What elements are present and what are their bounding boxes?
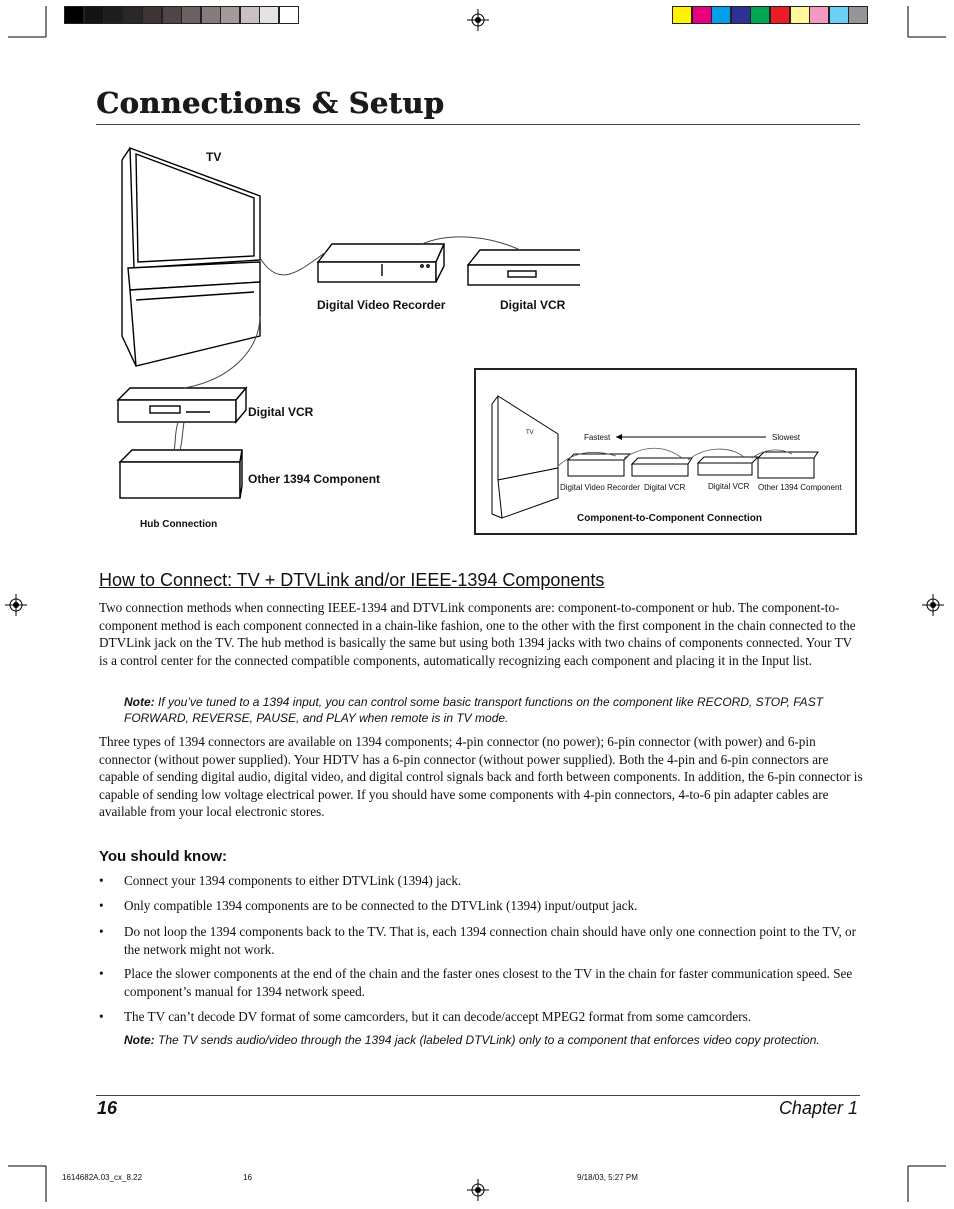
gray-swatch — [84, 6, 104, 24]
bullet-dot: • — [99, 1009, 104, 1024]
gray-swatch — [201, 6, 221, 24]
gray-swatch — [259, 6, 279, 24]
color-swatch — [711, 6, 731, 24]
list-item-text: Do not loop the 1394 components back to the TV. That is, each 1394 connection chain should have only one connection point to the TV, or the network might not work. — [124, 924, 857, 957]
color-swatch — [692, 6, 712, 24]
inset-item-label: Digital Video Recorder — [560, 483, 640, 492]
inset-item-label: Digital VCR — [644, 483, 686, 492]
bullet-dot: • — [99, 924, 104, 939]
color-swatch — [770, 6, 790, 24]
connector-types-paragraph: Three types of 1394 connectors are available on 1394 components; 4-pin connector (no power); 6-pin connector (with power) and 6-pin connector (without power supplied). Your HDTV has a 6-pin connector (without power supplied). Both the 4-pin and 6-pin connectors are capable of sending digital audio, digital video, and digital control signals back and forth between components. In addition, the 6-pin connector is capable of sending low voltage electrical power. If you should have some components with 4-pin connectors, 4-to-6 pin adapter cables are available from your local electronic stores. — [99, 734, 863, 820]
page-title: Connections & Setup — [96, 86, 445, 120]
list-item-text: The TV can’t decode DV format of some camcorders, but it can decode/accept MPEG2 format from some camcorders. — [124, 1009, 752, 1024]
list-item-text: Place the slower components at the end of the chain and the faster ones closest to the TV in the chain for faster communication speed. See component’s manual for 1394 network speed. — [124, 966, 853, 999]
inset-tv-label: TV — [526, 430, 534, 436]
footer-rule — [96, 1095, 860, 1096]
color-swatch — [809, 6, 829, 24]
list-item-text: Connect your 1394 components to either DTVLink (1394) jack. — [124, 873, 462, 888]
gray-swatch — [123, 6, 143, 24]
color-swatch — [848, 6, 868, 24]
gray-swatch — [181, 6, 201, 24]
component-chain-caption: Component-to-Component Connection — [577, 513, 762, 524]
gray-swatch — [142, 6, 162, 24]
registration-target-icon — [467, 9, 489, 31]
color-swatch — [790, 6, 810, 24]
note-text: The TV sends audio/video through the 1394 jack (labeled DTVLink) only to a component that enforces video copy protection. — [154, 1033, 820, 1047]
bullet-dot: • — [99, 898, 104, 913]
list-item — [99, 965, 863, 1000]
color-swatch — [731, 6, 751, 24]
slug-page: 16 — [243, 1173, 252, 1182]
registration-target-icon — [467, 1179, 489, 1201]
note-text: If you’ve tuned to a 1394 input, you can control some basic transport functions on the component like RECORD, STOP, FAST FORWARD, REVERSE, PAUSE, and PLAY when remote is in TV mode. — [124, 695, 824, 725]
tv-label: TV — [206, 150, 222, 164]
slug-file: 1614682A.03_cx_8.22 — [62, 1173, 143, 1182]
color-swatch — [750, 6, 770, 24]
gray-swatch — [240, 6, 260, 24]
list-item — [99, 1008, 863, 1026]
color-swatch — [672, 6, 692, 24]
list-item — [99, 872, 863, 890]
fastest-label: Fastest — [584, 433, 611, 442]
list-item-text: Only compatible 1394 components are to be connected to the DTVLink (1394) input/output jack. — [124, 898, 638, 913]
intro-paragraph: Two connection methods when connecting IEEE-1394 and DTVLink components are: component-to-component or hub. The component-to-component method is each component connected in a chain-like fashion, one to the other with the first component in the chain connected to the DTVLink jack on the TV. The hub method is basically the same but using both 1394 jacks with two chains of components connected. Your TV is a control center for the connected compatible components, automatically recognizing each component and placing it in the Input list. — [99, 600, 856, 668]
slowest-label: Slowest — [772, 433, 801, 442]
registration-target-icon — [5, 594, 27, 616]
slug-date: 9/18/03, 5:27 PM — [577, 1173, 638, 1182]
title-rule — [96, 124, 860, 125]
digital-video-recorder-label: Digital Video Recorder — [317, 298, 446, 312]
bullet-dot: • — [99, 966, 104, 981]
component-chain-inset — [474, 368, 857, 535]
you-should-know-heading: You should know: — [99, 848, 228, 865]
note-label: Note: — [124, 695, 155, 709]
chapter-label: Chapter 1 — [778, 1098, 858, 1118]
registration-target-icon — [922, 594, 944, 616]
gray-swatch — [220, 6, 240, 24]
page-number: 16 — [97, 1098, 118, 1118]
section-heading: How to Connect: TV + DTVLink and/or IEEE-1394 Components — [99, 570, 605, 590]
digital-vcr-label: Digital VCR — [500, 298, 566, 312]
other-component-label: Other 1394 Component — [248, 472, 381, 486]
color-swatch — [829, 6, 849, 24]
gray-swatch — [279, 6, 299, 24]
component-chain-diagram — [476, 370, 856, 534]
list-item — [99, 923, 863, 958]
list-item — [99, 897, 863, 915]
gray-swatch — [162, 6, 182, 24]
gray-swatch — [103, 6, 123, 24]
note-transport-controls — [124, 694, 844, 726]
inset-item-label: Digital VCR — [708, 482, 750, 491]
note-copy-protection — [124, 1032, 844, 1048]
gray-swatch — [64, 6, 84, 24]
note-label: Note: — [124, 1033, 155, 1047]
inset-item-label: Other 1394 Component — [758, 483, 842, 492]
bullet-dot: • — [99, 873, 104, 888]
hub-digital-vcr-label: Digital VCR — [248, 405, 314, 419]
hub-connection-caption: Hub Connection — [140, 519, 218, 530]
